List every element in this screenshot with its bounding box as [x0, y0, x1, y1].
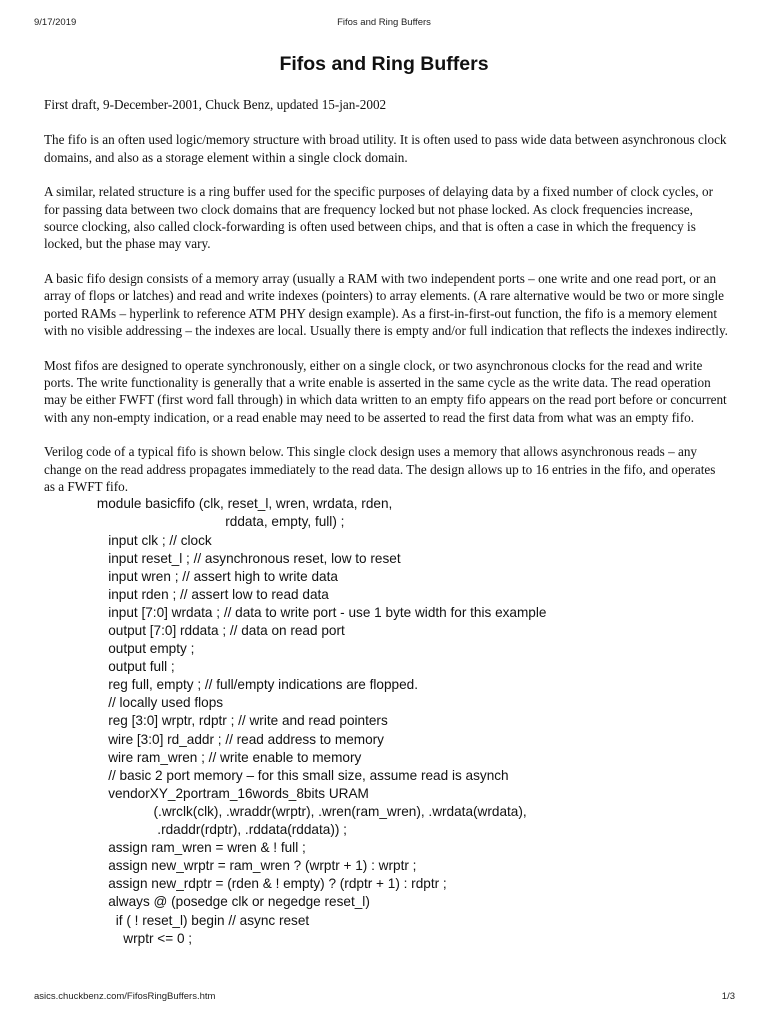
- code-line: assign new_rdptr = (rden & ! empty) ? (rdptr + 1) : rdptr ;: [44, 876, 447, 892]
- paragraph: Most fifos are designed to operate synchronously, either on a single clock, or two asynchronous clocks for the read and write ports. The write functionality is generally that a write enable is asserted in the same cycle as the write data. The read operation may be either FWFT (first word fall through) in which data written to an empty fifo appears on the read port before or concurrent with any non-empty indication, or a read enable may need to be asserted to read the first data from what was an empty fifo.: [44, 357, 727, 425]
- code-line: input wren ; // assert high to write data: [44, 568, 338, 584]
- print-footer: [0, 991, 768, 1005]
- paragraph: A similar, related structure is a ring buffer used for the specific purposes of delaying data by a fixed number of clock cycles, or for passing data between two clock domains that are frequency locked but not phase locked. As clock frequencies increase, source clocking, also called clock-forwarding is often used between chips, and that is often a case in which the frequency is locked, but the phase may vary.: [44, 184, 714, 252]
- code-line: always @ (posedge clk or negedge reset_l): [44, 894, 370, 910]
- code-line: input reset_l ; // asynchronous reset, low to reset: [44, 550, 401, 566]
- code-line: // basic 2 port memory – for this small size, assume read is asynch: [44, 767, 509, 783]
- code-line: .rdaddr(rdptr), .rddata(rddata)) ;: [44, 822, 347, 838]
- code-line: output empty ;: [44, 641, 195, 657]
- code-line: module basicfifo (clk, reset_l, wren, wrdata, rden,: [44, 496, 393, 512]
- verilog-code-block: [44, 495, 728, 947]
- code-line: reg [3:0] wrptr, rdptr ; // write and read pointers: [44, 713, 388, 729]
- page-title: Fifos and Ring Buffers: [279, 53, 489, 75]
- paragraph: Verilog code of a typical fifo is shown below. This single clock design uses a memory that allows asynchronous reads – any change on the read address propagates immediately to the read data. The design allows up to 16 entries in the fifo, and operates as a FWFT fifo.: [44, 444, 716, 495]
- print-header: [0, 17, 768, 31]
- code-line: wire [3:0] rd_addr ; // read address to memory: [44, 731, 384, 747]
- code-line: assign ram_wren = wren & ! full ;: [44, 840, 306, 856]
- code-line: assign new_wrptr = ram_wren ? (wrptr + 1) : wrptr ;: [44, 858, 417, 874]
- code-line: if ( ! reset_l) begin // async reset: [44, 912, 310, 928]
- code-line: input rden ; // assert low to read data: [44, 586, 329, 602]
- code-line: wrptr <= 0 ;: [44, 930, 193, 946]
- code-line: reg full, empty ; // full/empty indications are flopped.: [44, 677, 418, 693]
- print-date: 9/17/2019: [34, 17, 77, 28]
- code-line: wire ram_wren ; // write enable to memory: [44, 749, 362, 765]
- paragraph: The fifo is an often used logic/memory structure with broad utility. It is often used to pass wide data between asynchronous clock domains, and also as a storage element within a single clock domain.: [44, 132, 727, 165]
- code-line: output [7:0] rddata ; // data on read port: [44, 623, 345, 638]
- code-line: (.wrclk(clk), .wraddr(wrptr), .wren(ram_wren), .wrdata(wrdata),: [44, 803, 527, 819]
- print-header-title: Fifos and Ring Buffers: [337, 17, 431, 28]
- code-line: rddata, empty, full) ;: [44, 514, 345, 530]
- page-url: asics.chuckbenz.com/FifosRingBuffers.htm: [34, 991, 216, 1002]
- code-line: output full ;: [44, 659, 175, 675]
- code-line: // locally used flops: [44, 695, 224, 711]
- code-line: input [7:0] wrdata ; // data to write port - use 1 byte width for this example: [44, 604, 547, 620]
- page-number: 1/3: [721, 991, 735, 1002]
- code-line: input clk ; // clock: [44, 532, 212, 548]
- document-body: [44, 96, 728, 948]
- paragraph: A basic fifo design consists of a memory array (usually a RAM with two independent ports – one write and one read port, or an array of flops or latches) and read and write indexes (pointers) to array elements. (A rare alternative would be two or more single ported RAMs – hyperlink to reference ATM PHY design example). As a first-in-first-out function, the fifo is a memory element with no visible addressing – the indexes are local. Usually there is empty and/or full indication that reflects the indexes indirectly.: [44, 271, 728, 338]
- code-line: vendorXY_2portram_16words_8bits URAM: [44, 785, 369, 801]
- byline: First draft, 9-December-2001, Chuck Benz, updated 15-jan-2002: [44, 97, 387, 112]
